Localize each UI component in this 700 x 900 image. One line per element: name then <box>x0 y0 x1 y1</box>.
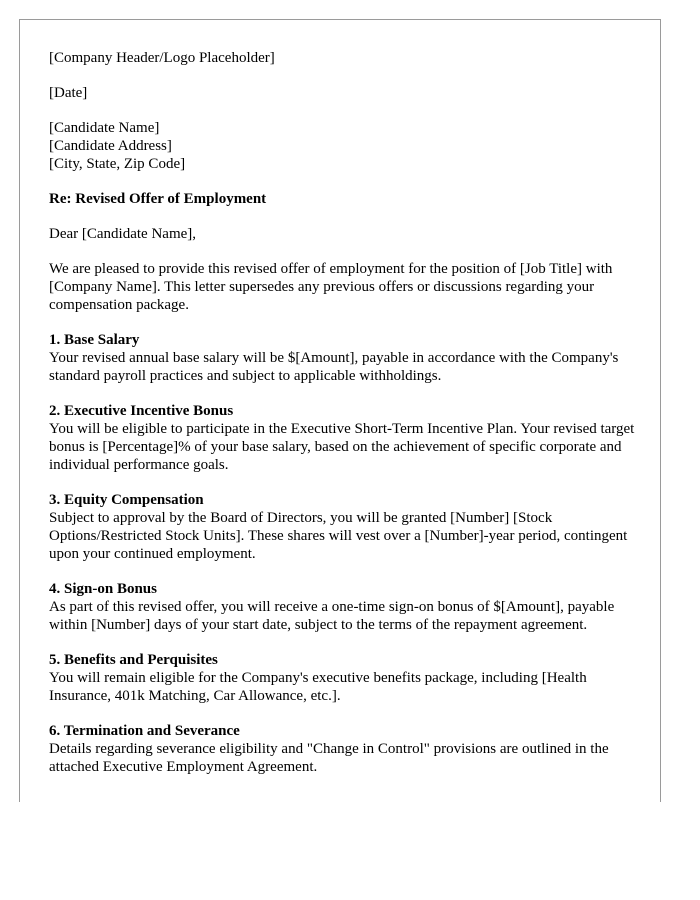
recipient-block <box>49 119 649 173</box>
section-body: Details regarding severance eligibility and "Change in Control" provisions are outlined in the attached Executive Employment Agreement. <box>49 741 609 775</box>
recipient-name: [Candidate Name] <box>49 120 160 136</box>
section-base-salary <box>49 331 649 385</box>
section-title: 2. Executive Incentive Bonus <box>49 403 234 419</box>
section-title: 4. Sign-on Bonus <box>49 581 157 597</box>
section-body: As part of this revised offer, you will receive a one-time sign-on bonus of $[Amount], payable within [Number] days of your start date, subject to the terms of the repayment agreement. <box>49 599 615 633</box>
section-body: Your revised annual base salary will be $[Amount], payable in accordance with the Company's standard payroll practices and subject to applicable withholdings. <box>49 350 619 384</box>
section-title: 5. Benefits and Perquisites <box>49 652 218 668</box>
recipient-address: [Candidate Address] <box>49 138 172 154</box>
letter-page <box>19 19 661 802</box>
recipient-city-state-zip: [City, State, Zip Code] <box>49 156 186 172</box>
section-title: 3. Equity Compensation <box>49 492 204 508</box>
section-body: You will be eligible to participate in the Executive Short-Term Incentive Plan. Your revised target bonus is [Percentage]% of your base salary, based on the achievement of specific corporate and individual performance goals. <box>49 421 635 473</box>
section-title: 1. Base Salary <box>49 332 140 348</box>
letter-content <box>49 49 649 793</box>
section-executive-incentive-bonus <box>49 402 649 474</box>
salutation: Dear [Candidate Name], <box>49 226 197 242</box>
section-equity-compensation <box>49 491 649 563</box>
section-body: You will remain eligible for the Company's executive benefits package, including [Health Insurance, 401k Matching, Car Allowance, etc.]. <box>49 670 587 704</box>
section-sign-on-bonus <box>49 580 649 634</box>
intro-paragraph: We are pleased to provide this revised offer of employment for the position of [Job Title] with [Company Name]. This letter supersedes any previous offers or discussions regarding your compensation package. <box>49 261 613 313</box>
section-termination-and-severance <box>49 722 649 776</box>
letter-date: [Date] <box>49 85 88 101</box>
letter-subject: Re: Revised Offer of Employment <box>49 191 267 207</box>
section-benefits-and-perquisites <box>49 651 649 705</box>
section-title: 6. Termination and Severance <box>49 723 240 739</box>
company-header-placeholder: [Company Header/Logo Placeholder] <box>49 50 275 66</box>
section-body: Subject to approval by the Board of Directors, you will be granted [Number] [Stock Options/Restricted Stock Units]. These shares will vest over a [Number]-year period, contingent upon your continued employment. <box>49 510 628 562</box>
